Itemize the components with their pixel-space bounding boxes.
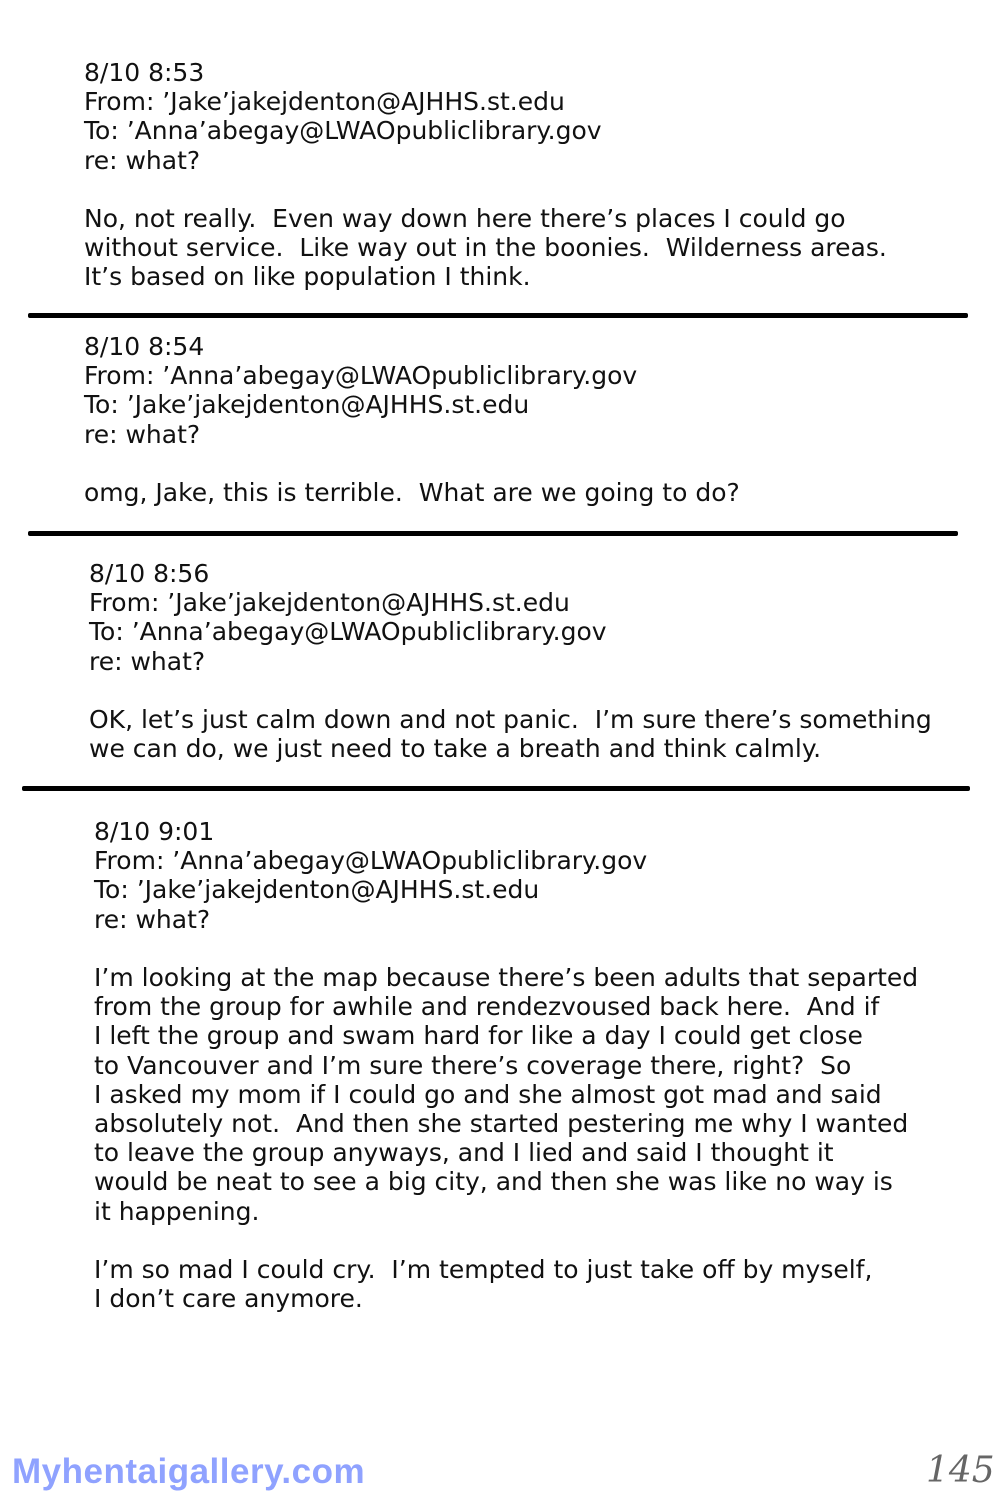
body-line: I don’t care anymore.: [94, 1284, 363, 1314]
email-body: [94, 963, 918, 1226]
body-line: we can do, we just need to take a breath and think calmly.: [89, 734, 822, 764]
email-to: To: ’Anna’abegay@LWAOpubliclibrary.gov: [89, 617, 607, 647]
email-to: To: ’Anna’abegay@LWAOpubliclibrary.gov: [84, 116, 602, 146]
message-divider: [28, 313, 968, 318]
email-message: [84, 58, 887, 292]
body-line: No, not really. Even way down here there’s places I could go: [84, 204, 846, 233]
body-line: I asked my mom if I could go and she almost got mad and said: [94, 1079, 882, 1109]
body-line: omg, Jake, this is terrible. What are we going to do?: [84, 478, 740, 507]
email-subject: re: what?: [94, 904, 211, 934]
body-line: It’s based on like population I think.: [84, 262, 531, 292]
email-date: 8/10 8:54: [84, 332, 205, 361]
email-subject: re: what?: [84, 419, 201, 449]
email-subject: re: what?: [84, 145, 201, 175]
body-line: to Vancouver and I’m sure there’s coverage there, right? So: [94, 1050, 852, 1080]
email-from: From: ’Jake’jakejdenton@AJHHS.st.edu: [84, 87, 565, 117]
email-from: From: ’Anna’abegay@LWAOpubliclibrary.gov: [94, 846, 648, 876]
email-subject: re: what?: [89, 646, 206, 676]
email-message: [84, 332, 740, 507]
email-message: [94, 817, 918, 1313]
body-line: from the group for awhile and rendezvoused back here. And if: [94, 992, 880, 1022]
body-line: OK, let’s just calm down and not panic. I’m sure there’s something: [89, 705, 932, 734]
email-from: From: ’Jake’jakejdenton@AJHHS.st.edu: [89, 588, 570, 618]
body-line: I left the group and swam hard for like a day I could get close: [94, 1021, 863, 1051]
email-date: 8/10 8:56: [89, 559, 210, 588]
email-from: From: ’Anna’abegay@LWAOpubliclibrary.gov: [84, 361, 638, 391]
message-divider: [28, 531, 958, 536]
body-line: absolutely not. And then she started pestering me why I wanted: [94, 1109, 909, 1139]
watermark-link[interactable]: Myhentaigallery.com: [12, 1452, 366, 1491]
body-line: to leave the group anyways, and I lied and said I thought it: [94, 1138, 834, 1168]
email-message: [89, 559, 932, 763]
page-number: 145: [926, 1450, 995, 1491]
body-line: it happening.: [94, 1196, 260, 1226]
email-date: 8/10 8:53: [84, 58, 205, 87]
email-body: [84, 478, 740, 507]
body-line: I’m looking at the map because there’s been adults that separted: [94, 963, 919, 992]
email-body-paragraph: [94, 1255, 918, 1313]
body-line: without service. Like way out in the boonies. Wilderness areas.: [84, 233, 887, 263]
email-to: To: ’Jake’jakejdenton@AJHHS.st.edu: [84, 390, 530, 420]
email-body: [89, 705, 932, 763]
body-line: I’m so mad I could cry. I’m tempted to just take off by myself,: [94, 1255, 873, 1285]
email-body: [84, 204, 887, 292]
email-date: 8/10 9:01: [94, 817, 215, 846]
body-line: would be neat to see a big city, and then she was like no way is: [94, 1167, 893, 1197]
email-to: To: ’Jake’jakejdenton@AJHHS.st.edu: [94, 875, 540, 905]
message-divider: [22, 786, 970, 791]
